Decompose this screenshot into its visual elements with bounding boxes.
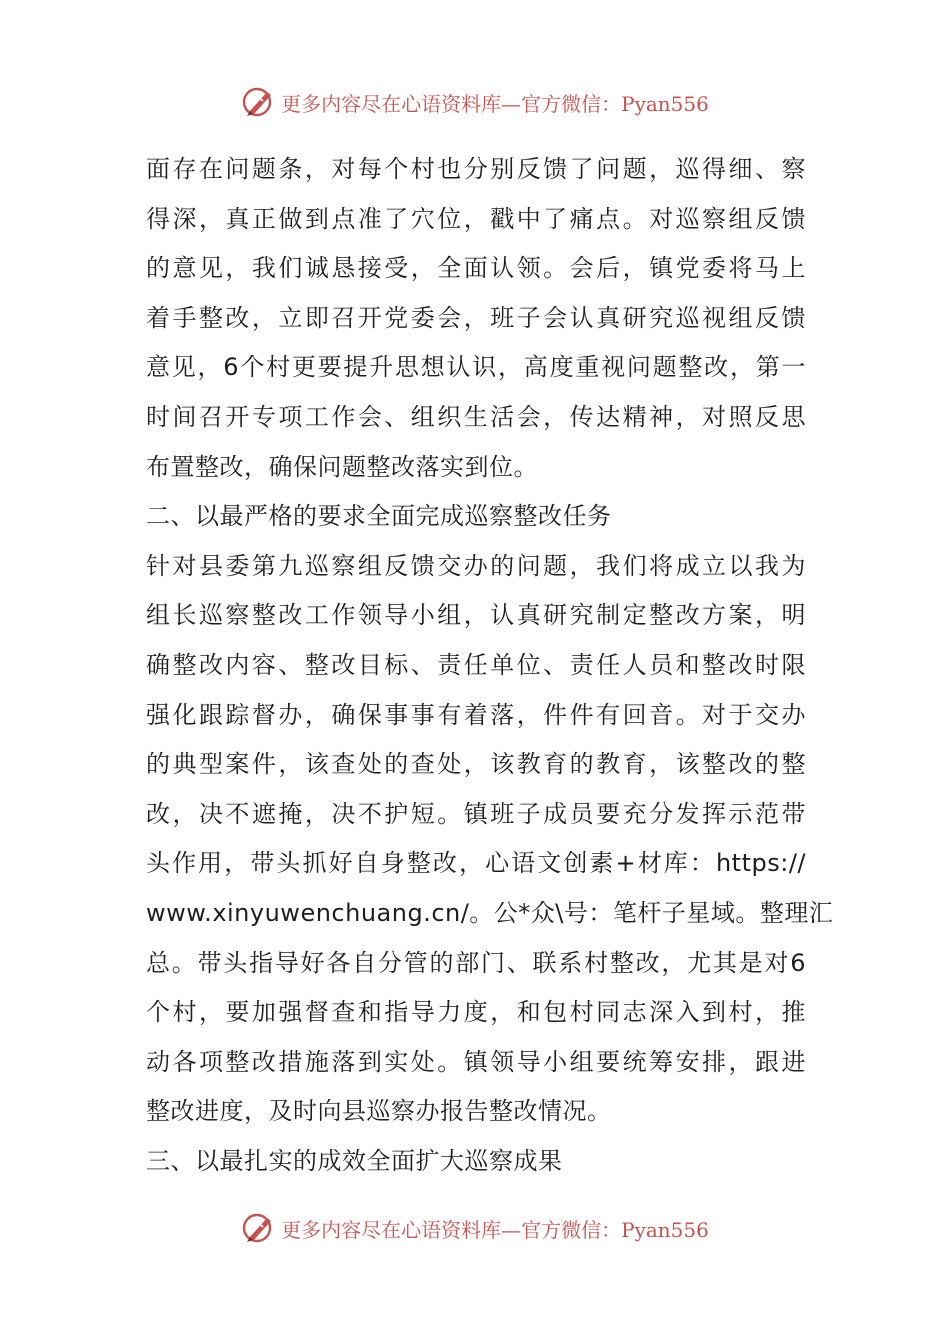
pen-logo-icon — [241, 85, 277, 119]
watermark-text: 更多内容尽在心语资料库—官方微信：Pyan556 — [281, 91, 709, 116]
text-line: 动各项整改措施落到实处。镇领导小组要统筹安排，跟进 — [146, 1047, 806, 1076]
text-line: 二、以最严格的要求全面完成巡察整改任务 — [146, 502, 612, 531]
text-line: 意见，6个村更要提升思想认识，高度重视问题整改，第一 — [146, 353, 806, 382]
text-line: 布置整改，确保问题整改落实到位。 — [146, 452, 538, 481]
text-line: 着手整改，立即召开党委会，班子会认真研究巡视组反馈 — [146, 303, 806, 332]
text-line: 面存在问题条，对每个村也分别反馈了问题，巡得细、察 — [146, 155, 806, 183]
document-body — [146, 145, 834, 1186]
pen-logo-icon — [241, 1211, 277, 1245]
text-line: 整改进度，及时向县巡察办报告整改情况。 — [146, 1097, 612, 1126]
text-line: 的典型案件，该查处的查处，该教育的教育，该整改的整 — [146, 750, 806, 779]
text-line: 针对县委第九巡察组反馈交办的问题，我们将成立以我为 — [146, 551, 806, 580]
text-line: 三、以最扎实的成效全面扩大巡察成果 — [146, 1146, 563, 1175]
text-line: 得深，真正做到点准了穴位，戳中了痛点。对巡察组反馈 — [146, 204, 806, 233]
header-watermark — [0, 82, 950, 122]
text-line: 总。带头指导好各自分管的部门、联系村整改，尤其是对6 — [146, 948, 806, 977]
footer-watermark — [0, 1208, 950, 1248]
text-line: 强化跟踪督办，确保事事有着落，件件有回音。对于交办 — [146, 700, 806, 729]
watermark-text: 更多内容尽在心语资料库—官方微信：Pyan556 — [281, 1217, 709, 1242]
text-line: 头作用，带头抓好自身整改，心语文创素+材库：https:// — [146, 849, 806, 878]
text-line: 个村，要加强督查和指导力度，和包村同志深入到村，推 — [146, 998, 806, 1027]
text-line: www.xinyuwenchuang.cn/。公*众\号：笔杆子星域。整理汇 — [146, 898, 834, 927]
text-line: 组长巡察整改工作领导小组，认真研究制定整改方案，明 — [146, 601, 806, 630]
text-line: 的意见，我们诚恳接受，全面认领。会后，镇党委将马上 — [146, 254, 806, 283]
text-line: 时间召开专项工作会、组织生活会，传达精神，对照反思 — [146, 402, 806, 431]
text-line: 改，决不遮掩，决不护短。镇班子成员要充分发挥示范带 — [146, 799, 806, 828]
text-line: 确整改内容、整改目标、责任单位、责任人员和整改时限 — [146, 650, 806, 679]
